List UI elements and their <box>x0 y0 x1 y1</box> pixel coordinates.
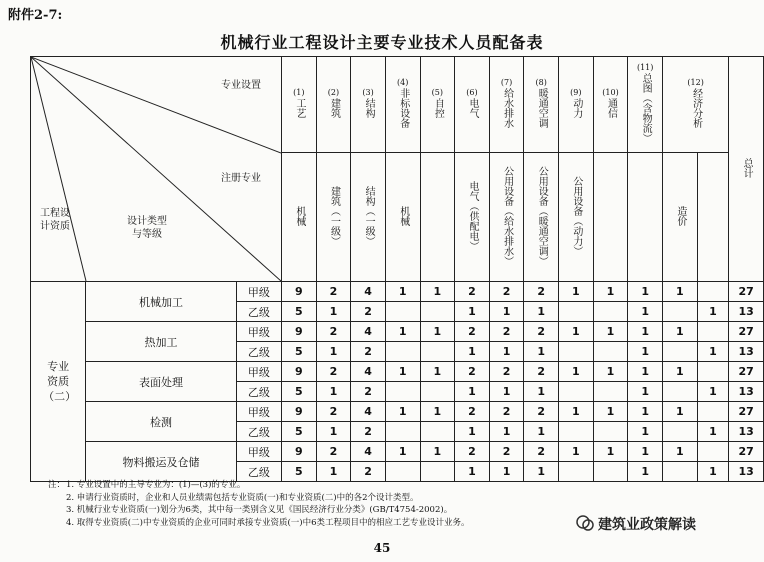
watermark: 建筑业政策解读 <box>598 517 696 533</box>
value-cell: 2 <box>351 382 386 402</box>
value-cell: 1 <box>489 302 524 322</box>
value-cell: 1 <box>628 322 663 342</box>
table-row <box>31 322 764 342</box>
value-cell <box>593 302 628 322</box>
reg-specialty: 机械 <box>293 205 305 226</box>
value-cell <box>559 422 594 442</box>
column-number: (12) <box>687 78 704 88</box>
table-row <box>31 362 764 382</box>
value-cell: 9 <box>282 322 317 342</box>
value-cell: 1 <box>663 282 698 302</box>
column-number: (7) <box>500 78 513 88</box>
value-cell: 1 <box>628 402 663 422</box>
value-cell: 9 <box>282 282 317 302</box>
value-cell <box>663 422 698 442</box>
value-cell: 2 <box>489 282 524 302</box>
reg-specialty: 公用设备（暖通空调） <box>536 165 548 266</box>
value-cell: 9 <box>282 442 317 462</box>
value-cell: 2 <box>489 402 524 422</box>
column-header <box>455 57 490 153</box>
design-type-cell: 检测 <box>86 402 237 442</box>
value-cell: 1 <box>316 422 351 442</box>
reg-specialty-cell <box>385 153 420 282</box>
column-header <box>420 57 455 153</box>
value-cell <box>663 462 698 482</box>
table-row <box>31 282 764 302</box>
value-cell <box>697 322 729 342</box>
value-cell <box>385 342 420 362</box>
column-number: (9) <box>570 88 582 98</box>
grade-cell: 甲级 <box>236 362 281 382</box>
grade-cell: 乙级 <box>236 302 281 322</box>
value-cell <box>420 382 455 402</box>
column-number: (10) <box>602 88 619 98</box>
value-cell: 2 <box>524 402 559 422</box>
reg-specialty: 结构（一级） <box>363 185 375 246</box>
value-cell: 2 <box>489 362 524 382</box>
value-cell <box>559 302 594 322</box>
value-cell <box>663 302 698 322</box>
value-cell: 1 <box>385 402 420 422</box>
value-cell: 1 <box>524 342 559 362</box>
column-name: 通信 <box>605 98 617 119</box>
value-cell <box>559 382 594 402</box>
value-cell: 1 <box>628 302 663 322</box>
column-name: 暖通空调 <box>536 88 548 129</box>
page-title: 机械行业工程设计主要专业技术人员配备表 <box>220 33 544 52</box>
reg-specialty: 建筑（一级） <box>328 185 340 246</box>
column-name: 动力 <box>570 98 582 119</box>
value-cell: 2 <box>455 322 490 342</box>
design-type-cell: 机械加工 <box>86 282 237 322</box>
value-cell: 1 <box>385 442 420 462</box>
attachment-label: 附件2-7: <box>8 8 63 23</box>
design-type-cell: 物料搬运及仓储 <box>86 442 237 482</box>
value-cell: 2 <box>351 462 386 482</box>
value-cell: 1 <box>524 382 559 402</box>
reg-specialty-cell <box>316 153 351 282</box>
column-name: 非标设备 <box>397 88 409 129</box>
value-cell: 1 <box>455 342 490 362</box>
value-cell: 2 <box>489 442 524 462</box>
value-cell: 1 <box>420 402 455 422</box>
value-cell: 1 <box>628 282 663 302</box>
grade-cell: 甲级 <box>236 402 281 422</box>
column-header <box>489 57 524 153</box>
column-header <box>316 57 351 153</box>
note-item: 1. 专业设置中的主导专业为：(1)—(3)的专业。 <box>66 480 246 490</box>
value-cell: 2 <box>316 442 351 462</box>
notes-label: 注： <box>48 480 66 490</box>
value-cell: 1 <box>628 422 663 442</box>
value-cell: 1 <box>628 342 663 362</box>
value-cell: 1 <box>593 282 628 302</box>
reg-specialty-cell <box>628 153 663 282</box>
value-cell <box>697 442 729 462</box>
column-name: 自控 <box>432 98 444 119</box>
value-cell: 1 <box>524 462 559 482</box>
value-cell: 1 <box>663 362 698 382</box>
value-cell: 13 <box>729 302 764 322</box>
reg-specialty-cell <box>420 153 455 282</box>
value-cell <box>420 342 455 362</box>
value-cell: 5 <box>282 382 317 402</box>
value-cell <box>420 302 455 322</box>
value-cell: 1 <box>697 382 729 402</box>
value-cell: 1 <box>489 462 524 482</box>
value-cell: 4 <box>351 402 386 422</box>
note-item: 2. 申请行业资质时，企业和人员业绩需包括专业资质(一)和专业资质(二)中的各2个设计类型。 <box>66 492 419 503</box>
value-cell: 1 <box>316 382 351 402</box>
value-cell: 13 <box>729 422 764 442</box>
value-cell: 2 <box>316 322 351 342</box>
design-type-cell: 热加工 <box>86 322 237 362</box>
grade-cell: 乙级 <box>236 382 281 402</box>
column-number: (8) <box>535 78 547 88</box>
value-cell: 1 <box>628 362 663 382</box>
value-cell: 2 <box>455 362 490 382</box>
value-cell <box>697 282 729 302</box>
grade-cell: 甲级 <box>236 282 281 302</box>
value-cell: 1 <box>593 362 628 382</box>
value-cell: 1 <box>455 382 490 402</box>
total-label: 总计 <box>741 157 753 178</box>
value-cell: 2 <box>351 302 386 322</box>
grade-cell: 乙级 <box>236 462 281 482</box>
value-cell <box>385 422 420 442</box>
value-cell: 1 <box>559 322 594 342</box>
column-header <box>559 57 594 153</box>
column-header <box>663 57 729 153</box>
value-cell: 1 <box>455 422 490 442</box>
staffing-table <box>30 56 764 482</box>
value-cell: 27 <box>729 362 764 382</box>
note-item: 4. 取得专业资质(二)中专业资质的企业可同时承接专业资质(一)中6类工程项目中的相应工艺专业设计业务。 <box>66 517 470 528</box>
value-cell: 5 <box>282 422 317 442</box>
reg-specialty-cell <box>524 153 559 282</box>
value-cell: 1 <box>628 382 663 402</box>
value-cell <box>593 422 628 442</box>
value-cell: 27 <box>729 442 764 462</box>
value-cell: 1 <box>316 302 351 322</box>
column-number: (6) <box>466 88 478 98</box>
value-cell: 1 <box>524 422 559 442</box>
specialty-setting-label: 专业设置 <box>221 80 261 91</box>
value-cell <box>697 362 729 382</box>
notes <box>48 479 470 529</box>
column-number: (5) <box>431 88 443 98</box>
value-cell: 2 <box>351 422 386 442</box>
value-cell: 13 <box>729 382 764 402</box>
value-cell: 2 <box>524 322 559 342</box>
value-cell: 1 <box>316 342 351 362</box>
value-cell: 1 <box>697 462 729 482</box>
qualification-cell <box>31 282 86 482</box>
value-cell: 1 <box>455 302 490 322</box>
value-cell <box>593 342 628 362</box>
value-cell: 5 <box>282 342 317 362</box>
column-header <box>628 57 663 153</box>
column-number: (11) <box>636 63 654 73</box>
value-cell: 1 <box>663 442 698 462</box>
value-cell: 2 <box>524 282 559 302</box>
column-number: (1) <box>293 88 305 98</box>
reg-specialty-cell-empty <box>697 153 729 282</box>
value-cell <box>697 402 729 422</box>
value-cell <box>559 462 594 482</box>
value-cell: 1 <box>385 322 420 342</box>
value-cell <box>559 342 594 362</box>
value-cell: 2 <box>316 362 351 382</box>
value-cell: 1 <box>385 362 420 382</box>
reg-specialty-cell <box>559 153 594 282</box>
value-cell: 5 <box>282 302 317 322</box>
column-header <box>282 57 317 153</box>
column-header <box>593 57 628 153</box>
column-number: (2) <box>327 88 340 98</box>
value-cell: 1 <box>420 282 455 302</box>
column-header <box>385 57 420 153</box>
total-header <box>729 57 764 282</box>
reg-specialty: 机械 <box>397 205 409 226</box>
column-name: 电气 <box>466 98 478 119</box>
column-name: 总图（含物流） <box>640 73 652 144</box>
value-cell: 4 <box>351 282 386 302</box>
design-type-cell: 表面处理 <box>86 362 237 402</box>
value-cell: 13 <box>729 462 764 482</box>
note-item: 3. 机械行业专业资质(一)划分为6类，其中每一类别含义见《国民经济行业分类》(GB/T4754-2002)。 <box>66 505 453 515</box>
value-cell: 2 <box>455 442 490 462</box>
reg-specialty-cell <box>593 153 628 282</box>
reg-specialty-cell <box>282 153 317 282</box>
value-cell: 1 <box>316 462 351 482</box>
value-cell: 2 <box>524 362 559 382</box>
value-cell: 1 <box>559 282 594 302</box>
value-cell: 1 <box>489 422 524 442</box>
value-cell: 1 <box>628 462 663 482</box>
value-cell: 2 <box>455 282 490 302</box>
qualification-label: 工程设计资质 <box>40 208 70 232</box>
page-number: 45 <box>373 541 391 555</box>
reg-specialty-cell <box>351 153 386 282</box>
value-cell: 1 <box>455 462 490 482</box>
value-cell <box>385 382 420 402</box>
value-cell: 5 <box>282 462 317 482</box>
column-name: 工艺 <box>293 98 305 119</box>
value-cell: 1 <box>628 442 663 462</box>
column-name: 结构 <box>363 98 375 119</box>
value-cell: 2 <box>351 342 386 362</box>
reg-specialty: 造价 <box>674 205 686 226</box>
value-cell <box>385 302 420 322</box>
column-name: 给水排水 <box>501 88 513 129</box>
value-cell: 1 <box>593 442 628 462</box>
value-cell <box>420 422 455 442</box>
reg-specialty: 电气（供配电） <box>466 180 478 251</box>
value-cell: 27 <box>729 402 764 422</box>
reg-specialty-cell <box>663 153 698 282</box>
value-cell: 1 <box>420 442 455 462</box>
value-cell: 13 <box>729 342 764 362</box>
value-cell: 1 <box>593 322 628 342</box>
wechat-icon <box>576 514 594 532</box>
reg-specialty: 公用设备（动力） <box>570 175 582 256</box>
value-cell <box>663 342 698 362</box>
value-cell: 2 <box>316 402 351 422</box>
value-cell: 2 <box>524 442 559 462</box>
reg-specialty-label: 注册专业 <box>221 173 261 184</box>
value-cell: 1 <box>697 422 729 442</box>
value-cell: 2 <box>489 322 524 342</box>
value-cell: 1 <box>559 362 594 382</box>
column-header <box>524 57 559 153</box>
grade-cell: 甲级 <box>236 442 281 462</box>
value-cell: 1 <box>559 402 594 422</box>
column-name: 经济分析 <box>690 88 702 129</box>
qualification-name: 专业资质（二） <box>43 360 77 403</box>
value-cell: 4 <box>351 322 386 342</box>
value-cell: 2 <box>316 282 351 302</box>
value-cell: 1 <box>489 342 524 362</box>
value-cell: 1 <box>420 362 455 382</box>
reg-specialty: 公用设备（给水排水） <box>501 165 513 266</box>
column-number: (3) <box>362 88 374 98</box>
value-cell: 9 <box>282 402 317 422</box>
value-cell: 1 <box>524 302 559 322</box>
value-cell <box>593 382 628 402</box>
value-cell: 1 <box>593 402 628 422</box>
value-cell <box>593 462 628 482</box>
value-cell: 1 <box>697 302 729 322</box>
grade-cell: 甲级 <box>236 322 281 342</box>
value-cell: 1 <box>663 322 698 342</box>
value-cell: 1 <box>697 342 729 362</box>
value-cell: 1 <box>420 322 455 342</box>
column-name: 建筑 <box>328 98 340 119</box>
value-cell: 2 <box>455 402 490 422</box>
value-cell: 27 <box>729 282 764 302</box>
reg-specialty-cell <box>455 153 490 282</box>
value-cell: 1 <box>385 282 420 302</box>
value-cell: 9 <box>282 362 317 382</box>
value-cell: 4 <box>351 362 386 382</box>
grade-cell: 乙级 <box>236 422 281 442</box>
value-cell: 1 <box>489 382 524 402</box>
table-row <box>31 442 764 462</box>
grade-cell: 乙级 <box>236 342 281 362</box>
design-type-label: 设计类型与等级 <box>127 216 167 240</box>
value-cell: 1 <box>559 442 594 462</box>
value-cell: 27 <box>729 322 764 342</box>
column-header <box>351 57 386 153</box>
reg-specialty-cell <box>489 153 524 282</box>
column-number: (4) <box>397 78 409 88</box>
value-cell: 4 <box>351 442 386 462</box>
value-cell: 1 <box>663 402 698 422</box>
value-cell <box>663 382 698 402</box>
table-row <box>31 402 764 422</box>
header-corner <box>31 57 282 282</box>
